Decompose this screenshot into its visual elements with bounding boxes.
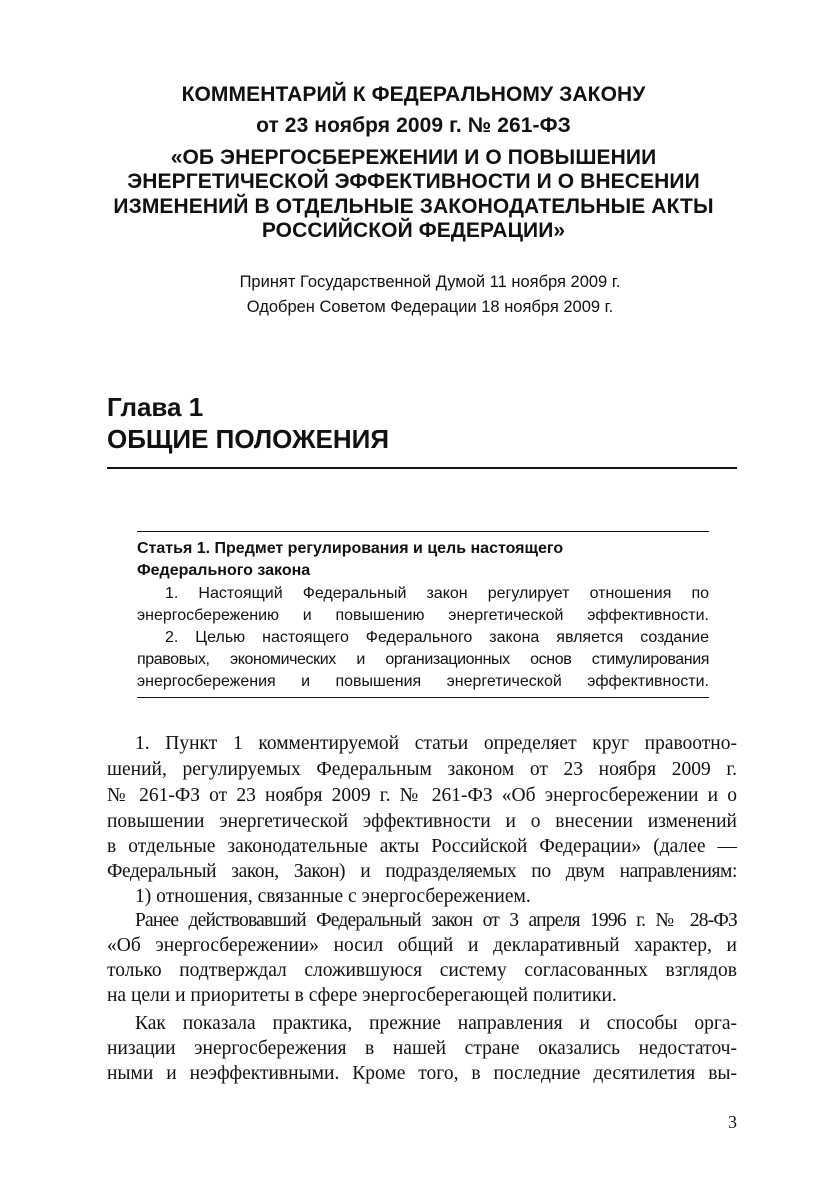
chapter-divider (107, 467, 737, 469)
article-text-line: 2. Целью настоящего Федерального закона является создание (165, 629, 709, 646)
body-line: на цели и приоритеты в сфере энергосберегающей политики. (107, 985, 617, 1006)
body-line: в отдельные законодательные акты Российской Федерации» (далее — (107, 836, 737, 857)
title-line-4: ЭНЕРГЕТИЧЕСКОЙ ЭФФЕКТИВНОСТИ И О ВНЕСЕНИИ (127, 170, 700, 193)
title-line-2: от 23 ноября 2009 г. № 261-ФЗ (256, 114, 571, 137)
body-line: только подтверждал сложившуюся систему согласованных взглядов (107, 960, 737, 981)
title-line-5: ИЗМЕНЕНИЙ В ОТДЕЛЬНЫЕ ЗАКОНОДАТЕЛЬНЫЕ АКТЫ (113, 195, 714, 218)
body-line: «Об энергосбережении» носил общий и декларативный характер, и (107, 935, 737, 956)
body-line: шений, регулируемых Федеральным законом от 23 ноября 2009 г. (107, 759, 737, 780)
approved-note: Одобрен Советом Федерации 18 ноября 2009 г. (246, 298, 614, 316)
body-line: Ранее действовавший Федеральный закон от 3 апреля 1996 г. № 28-ФЗ (135, 910, 737, 931)
page-number: 3 (728, 1112, 737, 1132)
adopted-note: Принят Государственной Думой 11 ноября 2009 г. (239, 273, 621, 291)
body-line: 1) отношения, связанные с энергосбережением. (135, 886, 531, 907)
body-line: Как показала практика, прежние направления и способы орга- (135, 1013, 737, 1034)
article-title-line-1: Статья 1. Предмет регулирования и цель настоящего (137, 540, 564, 557)
chapter-number: Глава 1 (107, 392, 204, 422)
article-bottom-rule (137, 697, 709, 698)
title-line-3: «ОБ ЭНЕРГОСБЕРЕЖЕНИИ И О ПОВЫШЕНИИ (170, 146, 657, 169)
article-text-line: 1. Настоящий Федеральный закон регулирует отношения по (165, 585, 709, 602)
body-line: ными и неэффективными. Кроме того, в последние десятилетия вы- (107, 1063, 737, 1084)
article-text-line: энергосбережению и повышению энергетической эффективности. (137, 607, 709, 624)
body-line: № 261-ФЗ от 23 ноября 2009 г. № 261-ФЗ «Об энергосбережении и о (107, 785, 737, 806)
title-line-6: РОССИЙСКОЙ ФЕДЕРАЦИИ» (261, 219, 566, 242)
body-line: 1. Пункт 1 комментируемой статьи определяет круг правоотно- (135, 733, 737, 754)
body-line: низации энергосбережения в нашей стране оказались недостаточ- (107, 1038, 737, 1059)
title-line-1: КОММЕНТАРИЙ К ФЕДЕРАЛЬНОМУ ЗАКОНУ (181, 83, 646, 106)
body-line: повышении энергетической эффективности и о внесении изменений (107, 811, 737, 832)
article-text-line: энергосбережения и повышения энергетической эффективности. (137, 673, 709, 690)
body-line: Федеральный закон, Закон) и подразделяемых по двум направлениям: (107, 861, 737, 882)
chapter-title: ОБЩИЕ ПОЛОЖЕНИЯ (107, 424, 390, 454)
article-text-line: правовых, экономических и организационных основ стимулирования (137, 651, 709, 668)
article-top-rule (137, 531, 709, 532)
article-title-line-2: Федерального закона (137, 562, 311, 579)
